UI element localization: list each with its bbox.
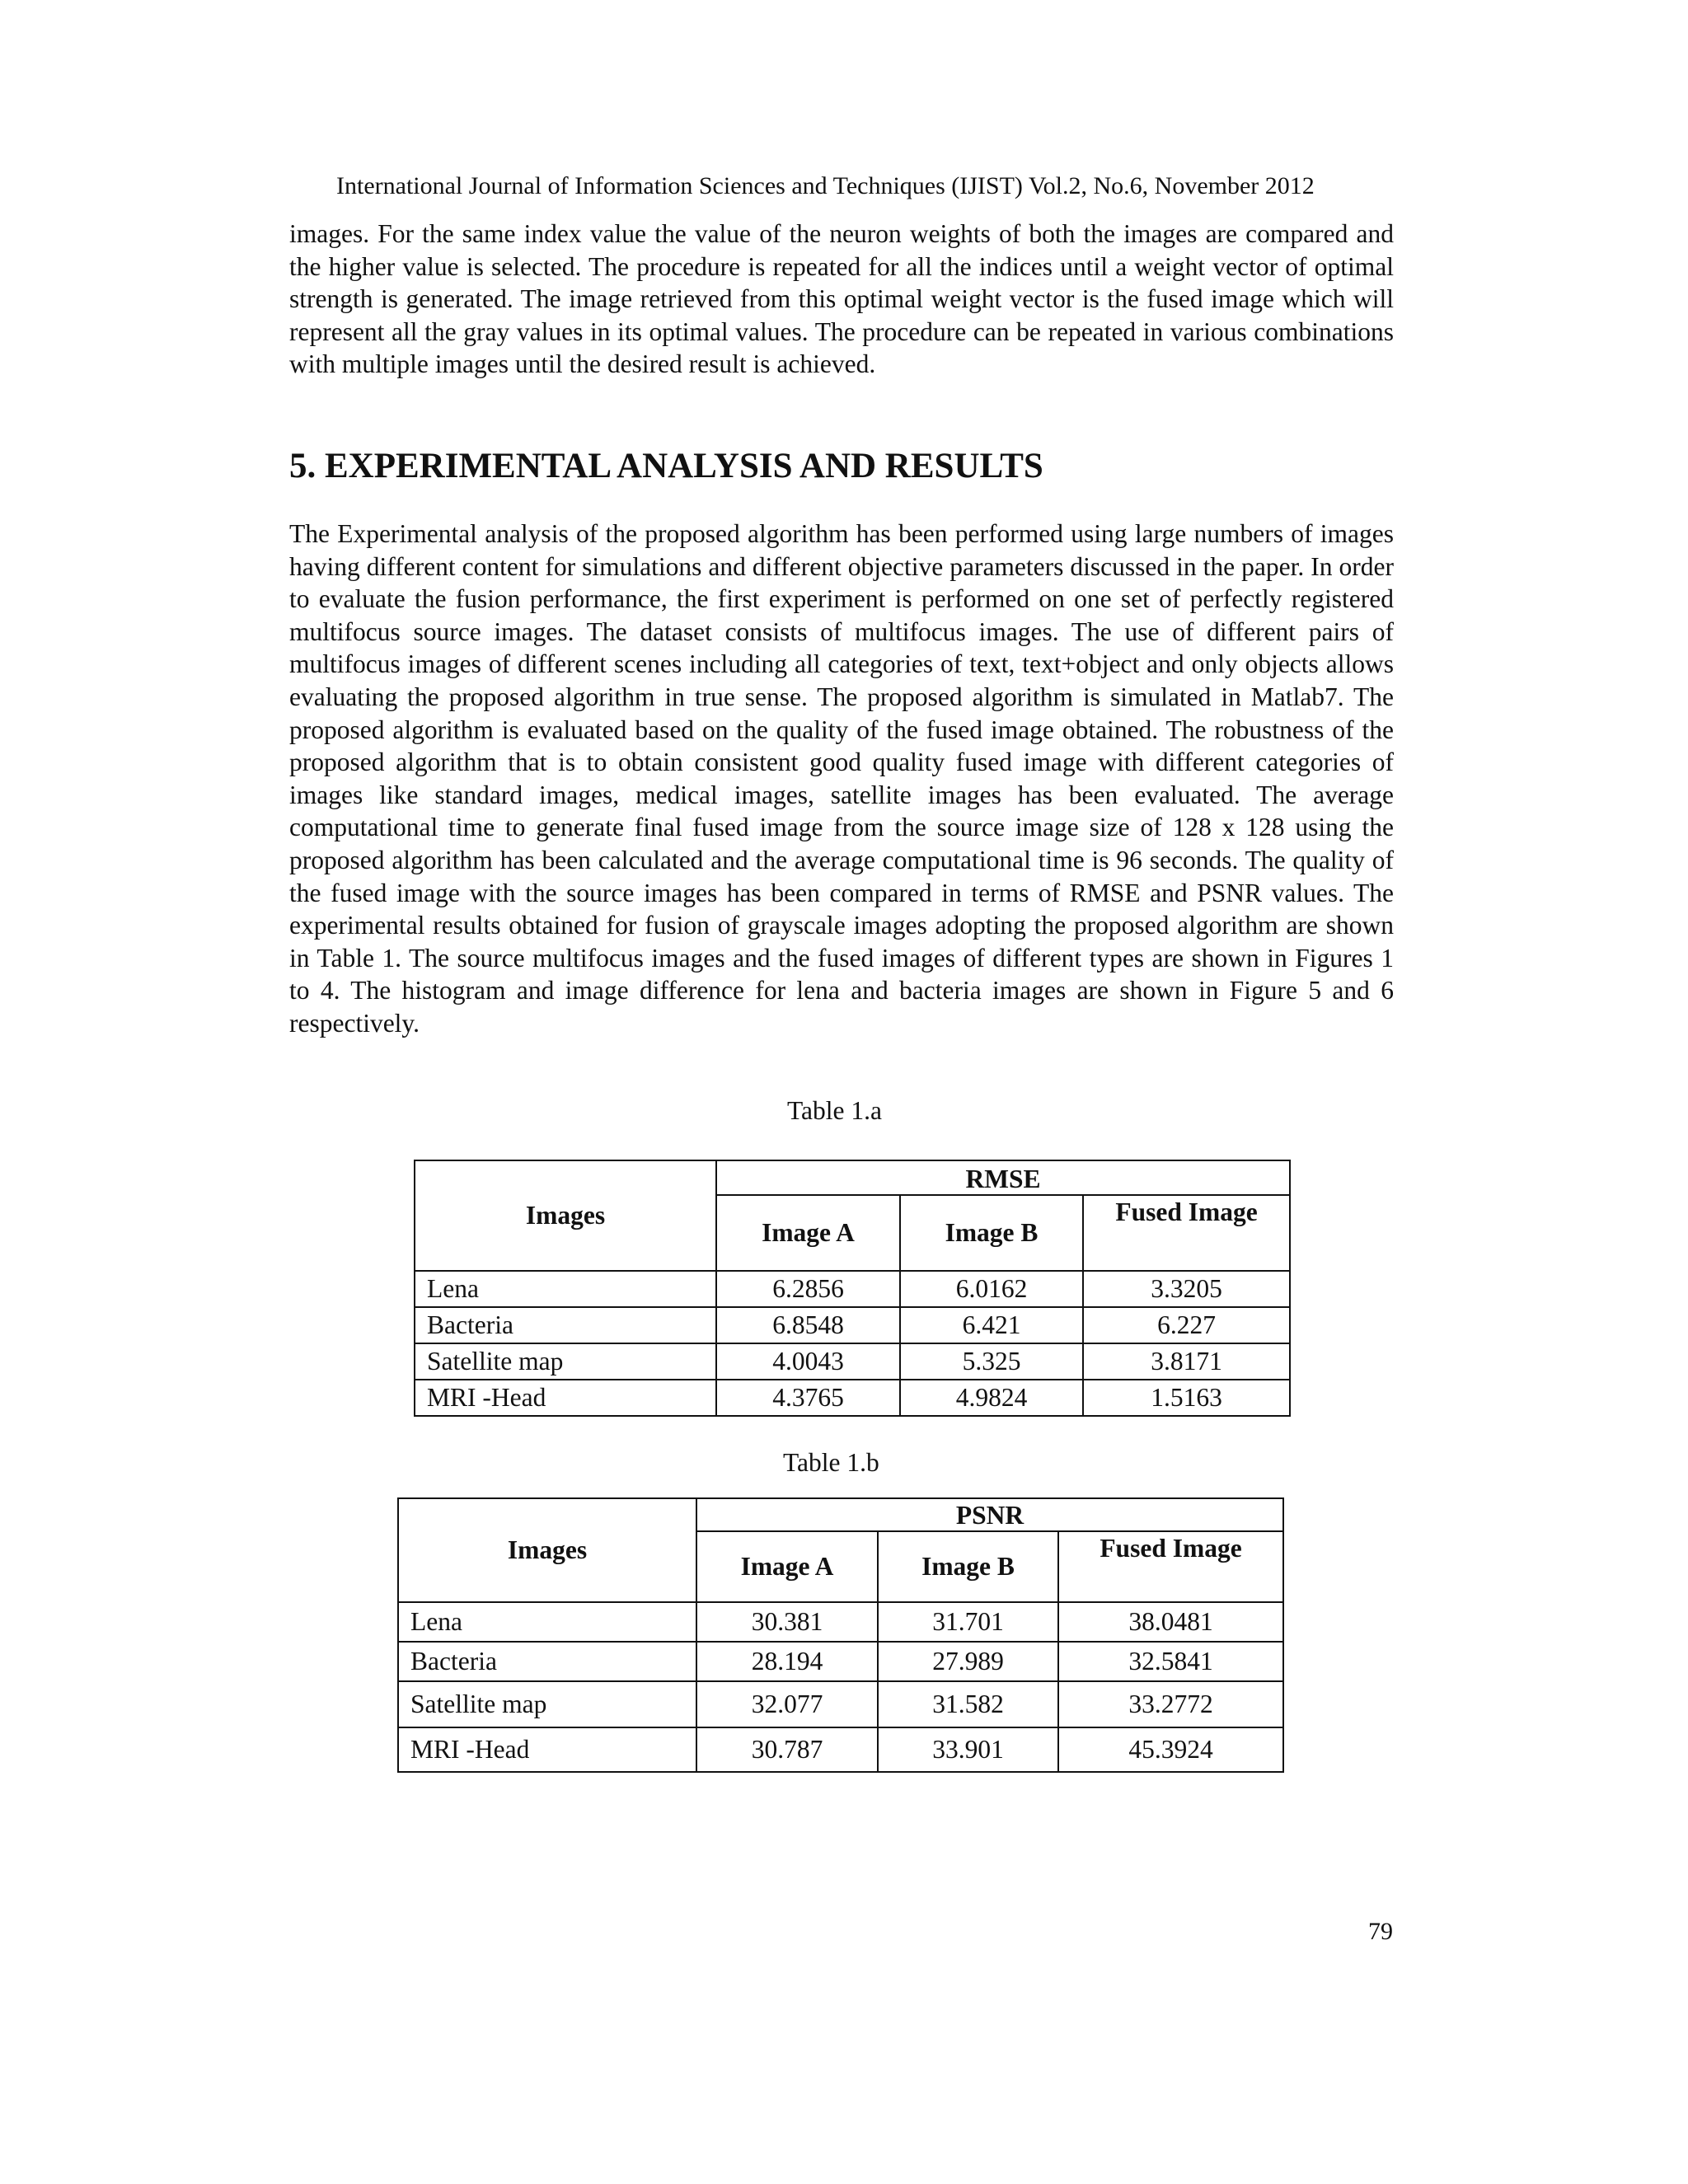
table-row: [415, 1307, 1290, 1343]
table-row: [398, 1727, 1283, 1772]
row-fused: 45.3924: [1058, 1727, 1283, 1772]
table-b-col-image-a: Image A: [696, 1531, 878, 1602]
table-b-group-header: PSNR: [696, 1498, 1283, 1531]
table-b-caption: Table 1.b: [783, 1448, 879, 1477]
row-image-a: 30.787: [696, 1727, 878, 1772]
row-image-b: 6.0162: [900, 1271, 1083, 1307]
row-image-b: 4.9824: [900, 1380, 1083, 1416]
row-image-b: 31.582: [878, 1681, 1058, 1727]
row-image-b: 33.901: [878, 1727, 1058, 1772]
row-image-a: 32.077: [696, 1681, 878, 1727]
row-image-a: 4.0043: [716, 1343, 900, 1380]
section-heading: 5. EXPERIMENTAL ANALYSIS AND RESULTS: [289, 447, 1043, 485]
row-name: Bacteria: [398, 1642, 696, 1681]
running-header: International Journal of Information Sciences and Techniques (IJIST) Vol.2, No.6, November 2012: [336, 172, 1315, 199]
table-a-caption: Table 1.a: [787, 1096, 882, 1125]
row-name: Lena: [398, 1602, 696, 1642]
table-row: [398, 1602, 1283, 1642]
table-row: [415, 1380, 1290, 1416]
row-image-a: 4.3765: [716, 1380, 900, 1416]
row-name: Bacteria: [415, 1307, 716, 1343]
table-b-col-image-b: Image B: [878, 1531, 1058, 1602]
row-image-a: 30.381: [696, 1602, 878, 1642]
page-number: 79: [1368, 1918, 1393, 1945]
table-a-group-header: RMSE: [716, 1160, 1290, 1195]
table-a-images-header: Images: [415, 1160, 716, 1271]
table-b-col-fused: Fused Image: [1058, 1531, 1283, 1602]
rmse-table: [414, 1160, 1291, 1417]
psnr-table: [397, 1497, 1284, 1773]
row-fused: 6.227: [1083, 1307, 1290, 1343]
row-image-b: 5.325: [900, 1343, 1083, 1380]
row-fused: 3.8171: [1083, 1343, 1290, 1380]
row-fused: 3.3205: [1083, 1271, 1290, 1307]
row-image-a: 6.2856: [716, 1271, 900, 1307]
row-name: Lena: [415, 1271, 716, 1307]
row-image-a: 6.8548: [716, 1307, 900, 1343]
row-image-a: 28.194: [696, 1642, 878, 1681]
table-row: [398, 1681, 1283, 1727]
table-row: [415, 1343, 1290, 1380]
row-image-b: 27.989: [878, 1642, 1058, 1681]
row-fused: 33.2772: [1058, 1681, 1283, 1727]
row-name: Satellite map: [398, 1681, 696, 1727]
table-a-col-image-a: Image A: [716, 1195, 900, 1271]
row-image-b: 6.421: [900, 1307, 1083, 1343]
row-fused: 1.5163: [1083, 1380, 1290, 1416]
table-row: [398, 1642, 1283, 1681]
table-b-images-header: Images: [398, 1498, 696, 1602]
row-fused: 32.5841: [1058, 1642, 1283, 1681]
intro-paragraph: images. For the same index value the value of the neuron weights of both the images are compared and the higher value is selected. The procedure is repeated for all the indices until a weight vector of optimal strength is generated. The image retrieved from this optimal weight vector is the fused image which will represent all the gray values in its optimal values. The procedure can be repeated in various combinations with multiple images until the desired result is achieved.: [289, 219, 1394, 379]
row-name: MRI -Head: [415, 1380, 716, 1416]
row-fused: 38.0481: [1058, 1602, 1283, 1642]
table-a-col-image-b: Image B: [900, 1195, 1083, 1271]
table-a-col-fused: Fused Image: [1083, 1195, 1290, 1271]
analysis-paragraph: The Experimental analysis of the proposed algorithm has been performed using large numbers of images having different content for simulations and different objective parameters discussed in the paper. In order to evaluate the fusion performance, the first experiment is performed on one set of perfectly registered multifocus source images. The dataset consists of multifocus images. The use of different pairs of multifocus images of different scenes including all categories of text, text+object and only objects allows evaluating the proposed algorithm in true sense. The proposed algorithm is simulated in Matlab7. The proposed algorithm is evaluated based on the quality of the fused image obtained. The robustness of the proposed algorithm that is to obtain consistent good quality fused image with different categories of images like standard images, medical images, satellite images has been evaluated. The average computational time to generate final fused image from the source image size of 128 x 128 using the proposed algorithm has been calculated and the average computational time is 96 seconds. The quality of the fused image with the source images has been compared in terms of RMSE and PSNR values. The experimental results obtained for fusion of grayscale images adopting the proposed algorithm are shown in Table 1. The source multifocus images and the fused images of different types are shown in Figures 1 to 4. The histogram and image difference for lena and bacteria images are shown in Figure 5 and 6 respectively.: [289, 519, 1394, 1038]
row-image-b: 31.701: [878, 1602, 1058, 1642]
table-row: [415, 1271, 1290, 1307]
row-name: Satellite map: [415, 1343, 716, 1380]
row-name: MRI -Head: [398, 1727, 696, 1772]
